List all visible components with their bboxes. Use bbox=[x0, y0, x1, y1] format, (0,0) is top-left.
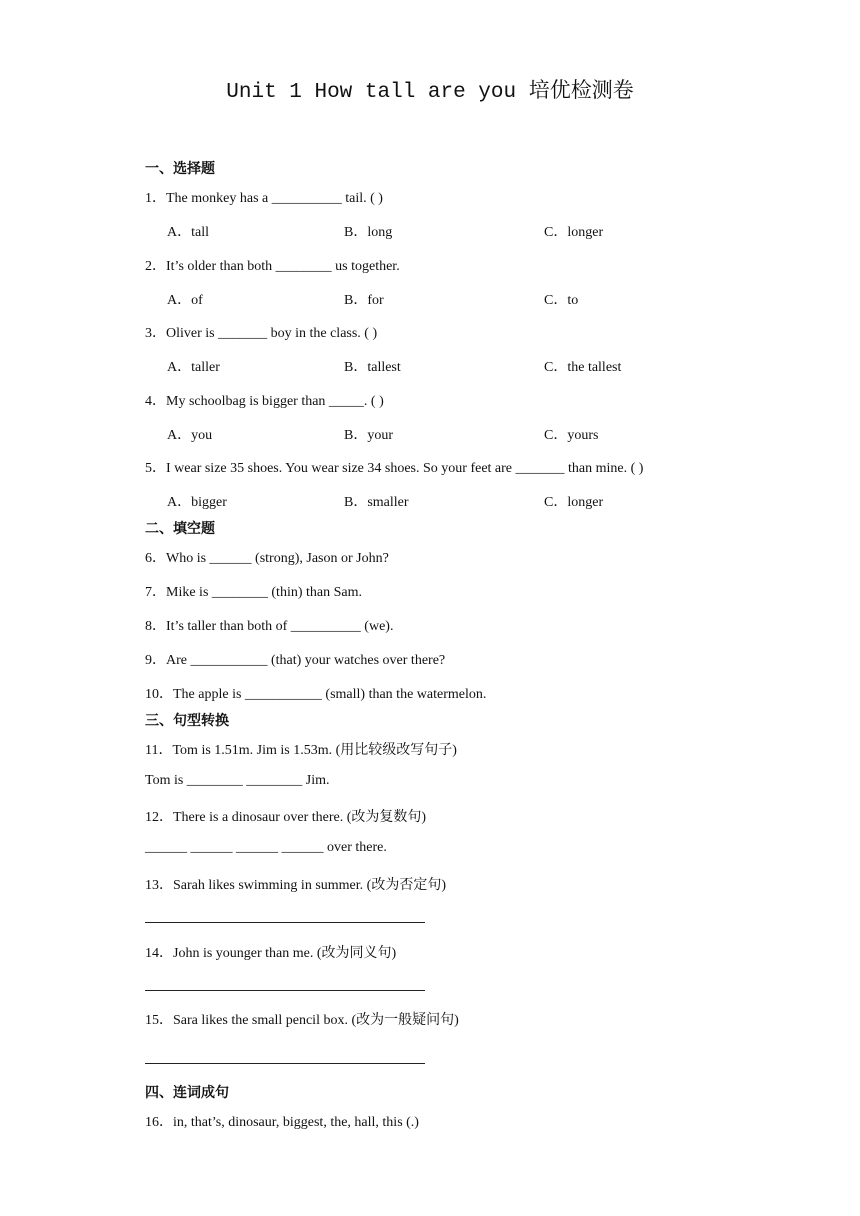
option-b[interactable]: B．smaller bbox=[344, 495, 409, 510]
option-a[interactable]: A．tall bbox=[167, 225, 209, 240]
question-12: 12．There is a dinosaur over there. (改为复数句) bbox=[145, 810, 427, 825]
question-11: 11．Tom is 1.51m. Jim is 1.53m. (用比较级改写句子) bbox=[145, 743, 457, 758]
page-title: Unit 1 How tall are you 培优检测卷 bbox=[226, 81, 634, 104]
option-c[interactable]: C．longer bbox=[544, 225, 604, 240]
question-10: 10．The apple is ___________ (small) than the watermelon. bbox=[145, 687, 487, 702]
option-b[interactable]: B．tallest bbox=[344, 360, 401, 375]
question-7: 7．Mike is ________ (thin) than Sam. bbox=[145, 585, 362, 600]
answer-line[interactable] bbox=[145, 922, 425, 923]
question-13: 13．Sarah likes swimming in summer. (改为否定句) bbox=[145, 878, 446, 893]
option-c[interactable]: C．yours bbox=[544, 428, 599, 443]
option-a[interactable]: A．bigger bbox=[167, 495, 227, 510]
question-6: 6．Who is ______ (strong), Jason or John? bbox=[145, 551, 389, 566]
section-heading: 四、连词成句 bbox=[145, 1085, 229, 1101]
question-15: 15．Sara likes the small pencil box. (改为一般疑问句) bbox=[145, 1013, 459, 1028]
option-b[interactable]: B．long bbox=[344, 225, 393, 240]
option-a[interactable]: A．taller bbox=[167, 360, 220, 375]
option-c[interactable]: C．longer bbox=[544, 495, 604, 510]
answer-line[interactable]: ______ ______ ______ ______ over there. bbox=[145, 840, 387, 855]
question-14: 14．John is younger than me. (改为同义句) bbox=[145, 946, 397, 961]
question-1: 1．The monkey has a __________ tail. ( ) bbox=[145, 191, 383, 206]
option-a[interactable]: A．you bbox=[167, 428, 213, 443]
question-3: 3．Oliver is _______ boy in the class. ( ) bbox=[145, 326, 378, 341]
question-16: 16．in, that’s, dinosaur, biggest, the, hall, this (.) bbox=[145, 1115, 419, 1130]
option-b[interactable]: B．for bbox=[344, 293, 384, 308]
question-2: 2．It’s older than both ________ us together. bbox=[145, 259, 400, 274]
question-4: 4．My schoolbag is bigger than _____. ( ) bbox=[145, 394, 384, 409]
option-b[interactable]: B．your bbox=[344, 428, 393, 443]
option-c[interactable]: C．to bbox=[544, 293, 579, 308]
answer-line[interactable] bbox=[145, 1063, 425, 1064]
question-9: 9．Are ___________ (that) your watches over there? bbox=[145, 653, 446, 668]
question-5: 5．I wear size 35 shoes. You wear size 34 shoes. So your feet are _______ than mine. ( ) bbox=[145, 461, 644, 476]
section-heading: 一、选择题 bbox=[145, 161, 215, 177]
option-a[interactable]: A．of bbox=[167, 293, 203, 308]
question-8: 8．It’s taller than both of __________ (we). bbox=[145, 619, 394, 634]
answer-line[interactable]: Tom is ________ ________ Jim. bbox=[145, 773, 330, 788]
section-heading: 三、句型转换 bbox=[145, 713, 229, 729]
section-heading: 二、填空题 bbox=[145, 521, 215, 537]
answer-line[interactable] bbox=[145, 990, 425, 991]
option-c[interactable]: C．the tallest bbox=[544, 360, 622, 375]
